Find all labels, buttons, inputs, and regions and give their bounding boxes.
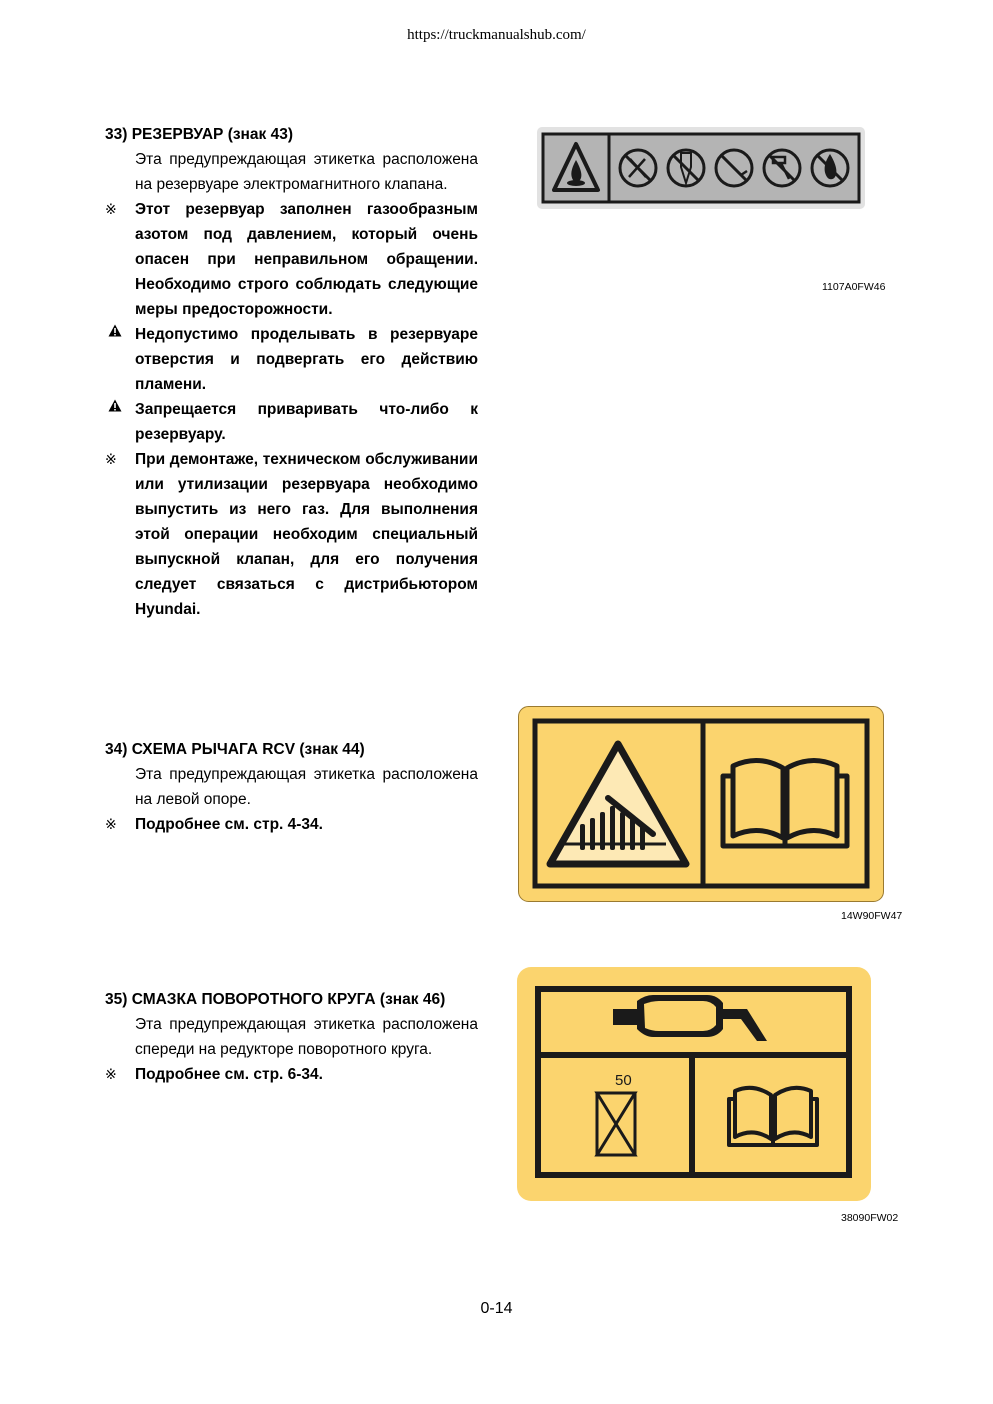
note-text: Этот резервуар заполнен газообразным азотом под давлением, который очень опасен при неправильном обращении. Необходимо строго соблюдать следующие меры предосторожности. [135, 201, 478, 318]
section-35 [105, 987, 478, 1087]
read-manual-icon [723, 760, 847, 846]
tank-warning-label [537, 127, 865, 209]
reference-mark-icon: ※ [105, 1066, 117, 1082]
note-item [105, 197, 478, 322]
image-caption: 38090FW02 [841, 1212, 899, 1224]
section-intro: Эта предупреждающая этикетка расположена спереди на редукторе поворотного круга. [135, 1016, 478, 1058]
note-text: Недопустимо проделывать в резервуаре отверстия и подвергать его действию пламени. [135, 326, 478, 393]
reference-mark-icon: ※ [105, 201, 117, 217]
image-caption: 1107A0FW46 [822, 281, 886, 293]
section-heading: 34) СХЕМА РЫЧАГА RCV (знак 44) [105, 741, 365, 758]
note-text: Подробнее см. стр. 6-34. [135, 1066, 323, 1083]
section-intro: Эта предупреждающая этикетка расположена на левой опоре. [135, 766, 478, 808]
section-heading: 33) РЕЗЕРВУАР (знак 43) [105, 126, 294, 143]
note-item [135, 322, 478, 397]
warning-triangle-icon [108, 324, 122, 337]
source-url: https://truckmanualshub.com/ [407, 27, 586, 43]
swing-grease-label [517, 967, 871, 1201]
page-number: 0-14 [480, 1300, 513, 1317]
note-text: При демонтаже, техническом обслуживании или утилизации резервуара необходимо выпустить из него газ. Для выполнения этой операции необходим специальный выпускной клапан, для его получения следует связаться с дистрибьютором Hyundai. [135, 451, 478, 618]
reference-mark-icon: ※ [105, 451, 117, 467]
note-item [105, 447, 478, 622]
warning-triangle-icon [108, 399, 122, 412]
reference-mark-icon: ※ [105, 816, 117, 832]
rcv-lever-label [518, 706, 884, 902]
read-manual-icon [729, 1088, 817, 1145]
section-heading: 35) СМАЗКА ПОВОРОТНОГО КРУГА (знак 46) [105, 991, 446, 1008]
image-caption: 14W90FW47 [841, 910, 903, 922]
note-item [105, 1062, 478, 1087]
section-intro: Эта предупреждающая этикетка расположена на резервуаре электромагнитного клапана. [135, 151, 478, 193]
note-text: Подробнее см. стр. 4-34. [135, 816, 323, 833]
hour-interval-number: 50 [615, 1072, 632, 1089]
section-34 [105, 737, 478, 837]
note-text: Запрещается приваривать что-либо к резервуару. [135, 401, 478, 443]
note-item [105, 812, 478, 837]
note-item [135, 397, 478, 447]
section-33 [105, 122, 478, 622]
